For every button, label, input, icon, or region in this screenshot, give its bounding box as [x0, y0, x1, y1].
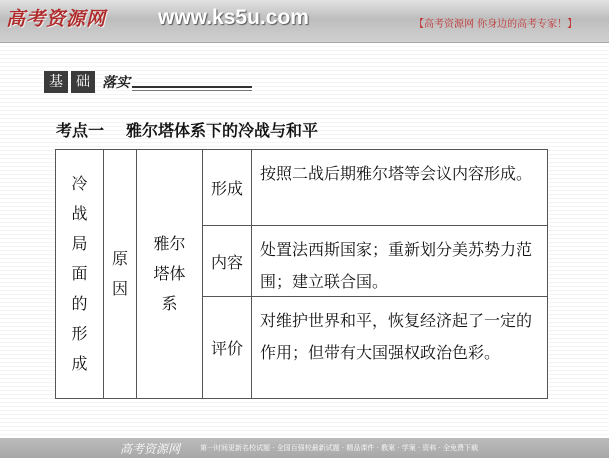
table-col3-cell: [136, 149, 203, 399]
table-col1-cell: [55, 149, 104, 399]
tag-box-1: 基: [44, 71, 68, 93]
table-row-content: 处置法西斯国家；重新划分美苏势力范围；建立联合国。: [251, 225, 548, 297]
table-col2-cell: [103, 149, 137, 399]
tag-divider-thin: [132, 90, 252, 91]
col3-text: 系: [161, 294, 178, 313]
tag-script-text: 落实: [102, 75, 130, 91]
tag-divider: [132, 86, 252, 88]
tag-box-2: 础: [71, 71, 95, 93]
section-heading: [56, 118, 318, 141]
table-row-label: 评价: [202, 296, 252, 399]
heading-title: 雅尔塔体系下的冷战与和平: [126, 121, 319, 140]
footer-text: 第一时间更新名校试题 · 全国百强校最新试题 · 精品课件 · 教案 · 学案 · 资料 · 全免费下载: [200, 444, 479, 452]
col3-text: 塔体: [153, 264, 186, 283]
col1-char: 成: [71, 354, 88, 373]
col1-char: 面: [71, 264, 88, 283]
col1-char: 冷: [71, 174, 88, 193]
bottom-banner: [0, 438, 609, 458]
col1-char: 形: [71, 324, 88, 343]
site-url-link[interactable]: www.ks5u.com: [158, 6, 309, 29]
col2-char: 原: [111, 249, 128, 268]
col1-char: 的: [71, 294, 88, 313]
top-banner: [0, 0, 609, 43]
col1-char: 局: [71, 234, 88, 253]
col3-text: 雅尔: [153, 234, 186, 253]
table-row-label: 内容: [202, 225, 252, 297]
table-row-content: 对维护世界和平，恢复经济起了一定的作用；但带有大国强权政治色彩。: [251, 296, 548, 399]
site-logo[interactable]: 高考资源网: [6, 8, 107, 30]
summary-table: [55, 149, 548, 399]
col1-char: 战: [71, 204, 88, 223]
heading-label: 考点一: [56, 121, 105, 140]
table-row-label: 形成: [202, 149, 252, 226]
footer-logo[interactable]: 高考资源网: [120, 442, 181, 456]
table-row-content: 按照二战后期雅尔塔等会议内容形成。: [251, 149, 548, 226]
site-slogan: 【高考资源网 你身边的高考专家！】: [414, 19, 578, 30]
col2-char: 因: [111, 279, 128, 298]
